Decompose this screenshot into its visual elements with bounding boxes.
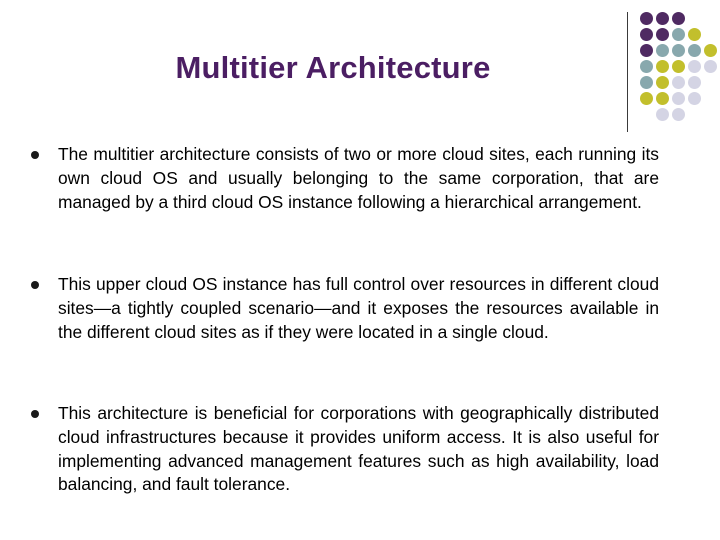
bullet-text: This architecture is beneficial for corporations with geographically distributed cloud infrastructures because it provides uniform access. It is also useful for implementing advanced management features such as high availability, load balancing, and fault tolerance. bbox=[58, 403, 659, 495]
decor-dot bbox=[672, 108, 685, 121]
bullet-dot-icon bbox=[31, 151, 39, 159]
decor-dot bbox=[656, 92, 669, 105]
decor-dot bbox=[640, 76, 653, 89]
decorative-divider-line bbox=[627, 12, 628, 132]
decor-dot bbox=[640, 60, 653, 73]
decor-dot bbox=[640, 12, 653, 25]
decor-dot bbox=[656, 44, 669, 57]
decor-dot bbox=[688, 44, 701, 57]
decor-dot bbox=[688, 28, 701, 41]
slide-title: Multitier Architecture bbox=[175, 50, 491, 85]
decor-dot bbox=[672, 44, 685, 57]
decor-dot bbox=[656, 60, 669, 73]
decor-dot bbox=[672, 92, 685, 105]
decor-dot bbox=[704, 60, 717, 73]
bullet-dot-icon bbox=[31, 410, 39, 418]
decor-dot bbox=[640, 44, 653, 57]
decor-dot bbox=[688, 60, 701, 73]
decor-dot bbox=[672, 28, 685, 41]
decor-dot bbox=[656, 12, 669, 25]
decor-dot bbox=[640, 28, 653, 41]
decor-dot bbox=[704, 44, 717, 57]
decor-dot bbox=[672, 12, 685, 25]
decor-dot bbox=[656, 108, 669, 121]
decor-dot bbox=[656, 28, 669, 41]
bullet-dot-icon bbox=[31, 281, 39, 289]
bullet-text: The multitier architecture consists of two or more cloud sites, each running its own cloud OS and usually belonging to the same corporation, that are managed by a third cloud OS instance following a hierarchical arrangement. bbox=[58, 144, 659, 212]
bullet-text: This upper cloud OS instance has full control over resources in different cloud sites—a tightly coupled scenario—and it exposes the resources available in the different cloud sites as if they were located in a single cloud. bbox=[58, 274, 659, 342]
decor-dot bbox=[640, 92, 653, 105]
decor-dot bbox=[656, 76, 669, 89]
decor-dot bbox=[672, 60, 685, 73]
decor-dot bbox=[688, 92, 701, 105]
decor-dot bbox=[672, 76, 685, 89]
decor-dot bbox=[688, 76, 701, 89]
